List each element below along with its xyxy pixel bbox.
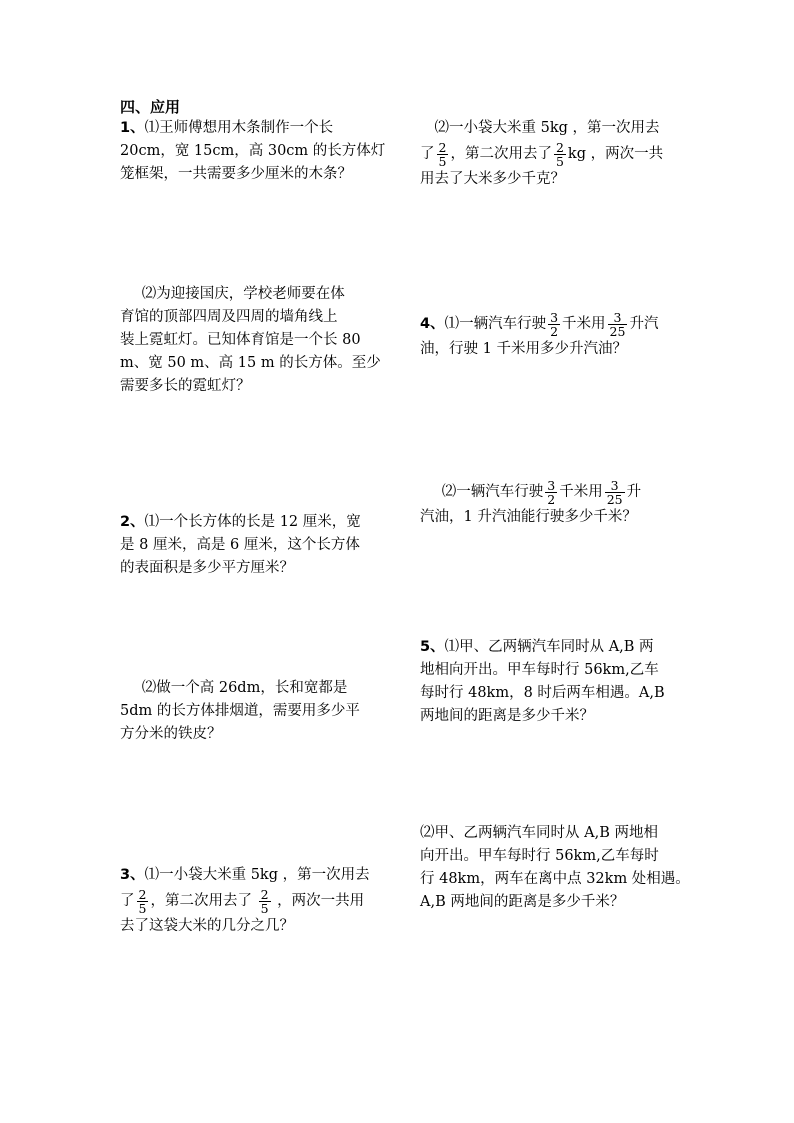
question-text-line: 20cm，宽 15cm，高 30cm 的长方体灯 <box>120 143 386 159</box>
fraction-denominator: 25 <box>609 323 626 339</box>
fraction <box>605 479 625 506</box>
question-text-line: 两地间的距离是多少千米？ <box>420 708 594 724</box>
question-4-part-2 <box>420 478 641 529</box>
question-number: 5、 <box>420 639 445 655</box>
question-2-part-2 <box>120 677 360 746</box>
question-text-fragment: 千米用 <box>562 316 606 332</box>
fraction-denominator: 5 <box>260 900 269 916</box>
question-5-part-2 <box>420 822 690 914</box>
fraction <box>554 141 566 168</box>
question-text-fragment: 升汽 <box>629 316 659 332</box>
question-text-line: 地相向开出。甲车每时行 56km,乙车 <box>420 662 659 678</box>
fraction <box>545 479 557 506</box>
question-text-line: 装上霓虹灯。已知体育馆是一个长 80 <box>120 332 361 348</box>
question-text-line: 5dm 的长方体排烟道，需要用多少平 <box>120 703 360 719</box>
question-1-part-1 <box>120 117 385 186</box>
question-text-fragment: kg ，两次一共 <box>567 146 664 162</box>
question-text-line: 王师傅想用木条制作一个长 <box>159 120 334 136</box>
question-text-line: 每时行 48km，8 时后两车相遇。A,B <box>420 685 665 701</box>
sub-marker: ⑴ <box>444 639 460 655</box>
question-text-fragment: 一辆汽车行驶 <box>456 484 544 500</box>
question-3-part-2 <box>420 117 663 191</box>
question-text-line: 去了这袋大米的几分之几？ <box>120 918 294 934</box>
question-text-line: 一小袋大米重 5kg ，第一次用去 <box>449 120 660 136</box>
fraction-numerator: 2 <box>438 139 447 155</box>
sub-marker: ⑵ <box>441 484 457 500</box>
question-text-line: 笼框架，一共需要多少厘米的木条？ <box>120 166 352 182</box>
sub-marker: ⑴ <box>144 514 160 530</box>
fraction-numerator: 2 <box>138 886 147 902</box>
sub-marker: ⑵ <box>141 680 157 696</box>
question-text-fragment: ，两次一共用 <box>277 893 365 909</box>
fraction-denominator: 5 <box>138 900 147 916</box>
fraction-denominator: 5 <box>438 153 447 169</box>
sub-marker: ⑵ <box>141 286 157 302</box>
question-3-part-1 <box>120 864 370 938</box>
question-number: 4、 <box>420 316 445 332</box>
sub-marker: ⑴ <box>144 120 160 136</box>
fraction-denominator: 25 <box>606 491 623 507</box>
question-1-part-2 <box>120 283 381 398</box>
fraction <box>608 311 628 338</box>
question-text-line: m、宽 50 m、高 15 m 的长方体。至少 <box>120 355 381 371</box>
fraction-numerator: 3 <box>547 477 556 493</box>
sub-marker: ⑴ <box>444 316 460 332</box>
question-text-line: 甲、乙两辆汽车同时从 A,B 两 <box>459 639 654 655</box>
sub-marker: ⑵ <box>434 120 449 136</box>
question-number: 2、 <box>120 514 145 530</box>
fraction <box>259 888 271 915</box>
question-text-line: 育馆的顶部四周及四周的墙角线上 <box>120 309 338 325</box>
question-text-line: 向开出。甲车每时行 56km,乙车每时 <box>420 848 659 864</box>
fraction-denominator: 2 <box>550 323 559 339</box>
question-text-line: 甲、乙两辆汽车同时从 A,B 两地相 <box>434 825 658 841</box>
question-text-fragment: 一辆汽车行驶 <box>459 316 547 332</box>
fraction-numerator: 2 <box>555 139 564 155</box>
fraction <box>437 141 449 168</box>
question-4-part-1 <box>420 310 658 361</box>
question-text-line: 做一个高 26dm，长和宽都是 <box>156 680 348 696</box>
question-text-line: 的表面积是多少平方厘米？ <box>120 560 294 576</box>
question-text-fragment: 升 <box>626 484 642 500</box>
question-2-part-1 <box>120 511 361 580</box>
fraction <box>548 311 560 338</box>
fraction-denominator: 2 <box>547 491 556 507</box>
question-text-line: 油，行驶 1 千米用多少升汽油？ <box>420 341 627 357</box>
sub-marker: ⑴ <box>144 867 160 883</box>
section-title: 四、应用 <box>120 98 181 116</box>
question-text-line: 一小袋大米重 5kg ，第一次用去 <box>159 867 370 883</box>
question-number: 3、 <box>120 867 145 883</box>
question-number: 1、 <box>120 120 145 136</box>
fraction-numerator: 3 <box>605 479 625 493</box>
question-text-line: 用去了大米多少千克？ <box>420 171 565 187</box>
sub-marker: ⑵ <box>420 825 435 841</box>
question-text-line: 行 48km，两车在离中点 32km 处相遇。 <box>420 871 690 887</box>
question-text-fragment: 了 <box>120 893 135 909</box>
fraction-numerator: 2 <box>260 886 269 902</box>
question-text-fragment: ，第二次用去了 <box>450 146 552 162</box>
question-text-fragment: ，第二次用去了 <box>150 893 252 909</box>
fraction-numerator: 3 <box>550 309 559 325</box>
question-text-line: 是 8 厘米，高是 6 厘米，这个长方体 <box>120 537 360 553</box>
question-text-line: 方分米的铁皮？ <box>120 726 222 742</box>
question-text-fragment: 了 <box>420 146 435 162</box>
fraction-denominator: 5 <box>555 153 564 169</box>
question-text-line: 汽油，1 升汽油能行驶多少千米？ <box>420 509 637 525</box>
question-text-fragment: 千米用 <box>559 484 603 500</box>
fraction <box>137 888 149 915</box>
question-text-line: A,B 两地间的距离是多少千米？ <box>420 894 625 910</box>
fraction-numerator: 3 <box>608 311 628 325</box>
question-text-line: 一个长方体的长是 12 厘米，宽 <box>159 514 361 530</box>
question-5-part-1 <box>420 636 665 728</box>
question-text-line: 需要多长的霓虹灯？ <box>120 378 251 394</box>
question-text-line: 为迎接国庆，学校老师要在体 <box>156 286 345 302</box>
